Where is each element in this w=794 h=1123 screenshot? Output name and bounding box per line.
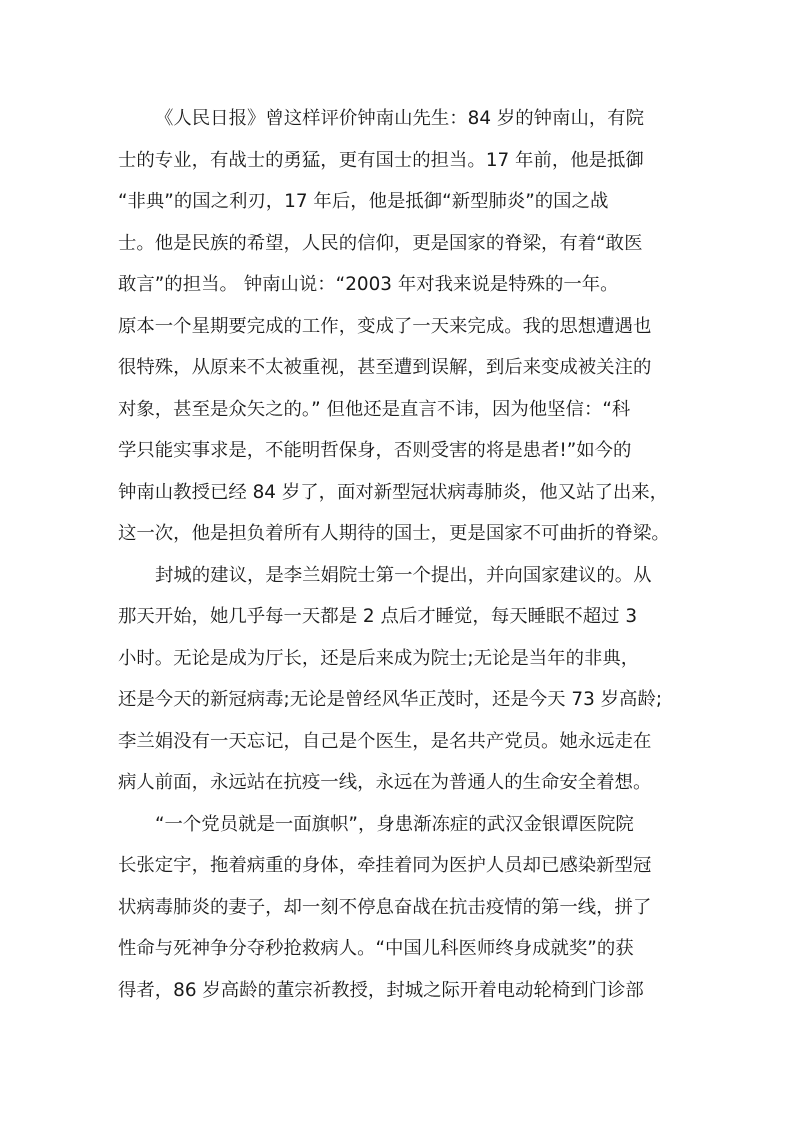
text-line: 那天开始，她几乎每一天都是 2 点后才睡觉，每天睡眠不超过 3 [118, 606, 638, 627]
paragraph-zhang-dingyu [118, 804, 658, 1012]
text-line: 士的专业，有战士的勇猛，更有国士的担当。17 年前，他是抵御 [118, 149, 644, 171]
text-line: 原本一个星期要完成的工作，变成了一天来完成。我的思想遭遇也 [118, 315, 652, 337]
text-line: 敢言”的担当。 钟南山说：“2003 年对我来说是特殊的一年。 [118, 274, 619, 295]
text-line: 钟南山教授已经 84 岁了，面对新型冠状病毒肺炎，他又站了出来， [118, 481, 669, 503]
text-line: 对象，甚至是众矢之的。” 但他还是直言不讳，因为他坚信：“科 [118, 398, 631, 420]
text-line: 性命与死神争分夺秒抢救病人。“中国儿科医师终身成就奖”的获 [118, 938, 634, 959]
text-line: 这一次，他是担负着所有人期待的国士，更是国家不可曲折的脊梁。 [118, 523, 670, 544]
text-line: “非典”的国之利刃，17 年后，他是抵御“新型肺炎”的国之战 [118, 191, 609, 212]
text-line: 封城的建议，是李兰娟院士第一个提出，并向国家建议的。从 [155, 564, 652, 586]
text-line: 得者，86 岁高龄的董宗祈教授，封城之际开着电动轮椅到门诊部 [118, 979, 644, 1001]
paragraph-zhong-nanshan [118, 98, 670, 555]
text-line: “一个党员就是一面旗帜”，身患渐冻症的武汉金银谭医院院 [155, 813, 634, 835]
text-line: 李兰娟没有一天忘记，自己是个医生，是名共产党员。她永远走在 [118, 730, 652, 752]
text-line: 士。他是民族的希望，人民的信仰，更是国家的脊梁，有着“敢医 [118, 232, 643, 254]
text-line: 小时。无论是成为厅长，还是后来成为院士;无论是当年的非典， [118, 647, 640, 669]
text-line: 状病毒肺炎的妻子，却一刻不停息奋战在抗击疫情的第一线，拼了 [118, 896, 652, 918]
text-line: 很特殊，从原来不太被重视，甚至遭到误解，到后来变成被关注的 [118, 357, 652, 378]
document-body [118, 98, 670, 1011]
text-line: 长张定宇，拖着病重的身体，牵挂着同为医护人员却已感染新型冠 [118, 855, 652, 876]
text-line: 《人民日报》曾这样评价钟南山先生：84 岁的钟南山，有院 [155, 108, 645, 129]
text-line: 还是今天的新冠病毒;无论是曾经风华正茂时，还是今天 73 岁高龄; [118, 689, 663, 710]
paragraph-li-lanjuan [118, 555, 663, 804]
text-line: 病人前面，永远站在抗疫一线，永远在为普通人的生命安全着想。 [118, 772, 652, 793]
text-line: 学只能实事求是，不能明哲保身，否则受害的将是患者!”如今的 [118, 440, 632, 461]
